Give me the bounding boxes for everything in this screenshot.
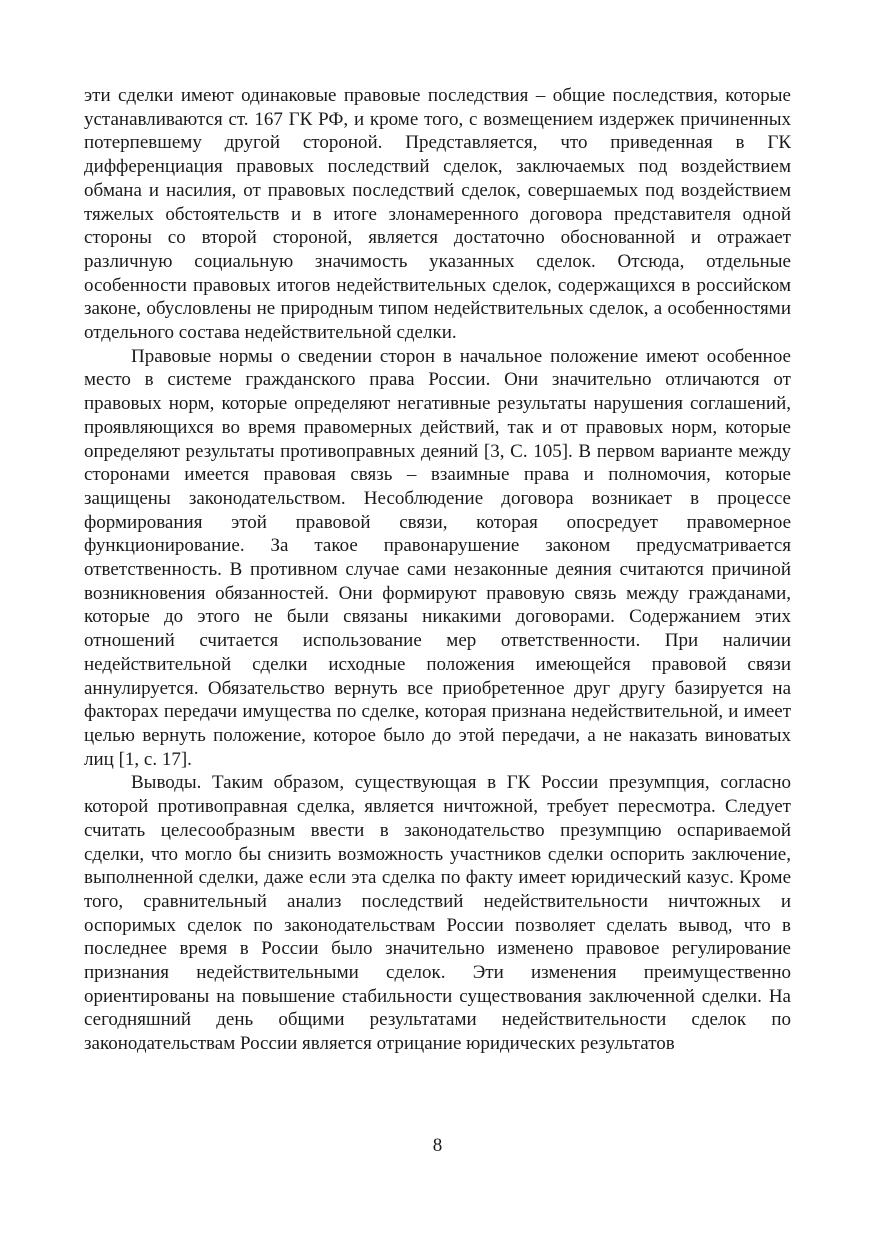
page-number: 8	[432, 1135, 443, 1156]
paragraph-conclusions: Выводы. Таким образом, существующая в ГК России презумпция, согласно которой противоправная сделка, является ничтожной, требует пересмотра. Следует считать целесообразным ввести в законодательство презумпцию оспариваемой сделки, что могло бы снизить возможность участников сделки оспорить заключение, выполненной сделки, даже если эта сделка по факту имеет юридический казус. Кроме того, сравнительный анализ последствий недействительности ничтожных и оспоримых сделок по законодательствам России позволяет сделать вывод, что в последнее время в России было значительно изменено правовое регулирование признания недействительными сделок. Эти изменения преимущественно ориентированы на повышение стабильности существования заключенной сделки. На сегодняшний день общими результатами недействительности сделок по законодательствам России является отрицание юридических результатов	[84, 772, 791, 1055]
page-body	[84, 84, 791, 1056]
paragraph-legal-norms: Правовые нормы о сведении сторон в начальное положение имеют особенное место в системе гражданского права России. Они значительно отличаются от правовых норм, которые определяют негативные результаты нарушения соглашений, проявляющихся во время правомерных действий, так и от правовых норм, которые определяют результаты противоправных деяний [3, С. 105]. В первом варианте между сторонами имеется правовая связь – взаимные права и полномочия, которые защищены законодательством. Несоблюдение договора возникает в процессе формирования этой правовой связи, которая опосредует правомерное функционирование. За такое правонарушение законом предусматривается ответственность. В противном случае сами незаконные деяния считаются причиной возникновения обязанностей. Они формируют правовую связь между гражданами, которые до этого не были связаны никакими договорами. Содержанием этих отношений считается использование мер ответственности. При наличии недействительной сделки исходные положения имеющейся правовой связи аннулируется. Обязательство вернуть все приобретенное друг другу базируется на факторах передачи имущества по сделке, которая признана недействительной, и имеет целью вернуть положение, которое было до этой передачи, а не наказать виноватых лиц [1, с. 17].	[84, 345, 791, 770]
paragraph-continuation: эти сделки имеют одинаковые правовые последствия – общие последствия, которые устанавливаются ст. 167 ГК РФ, и кроме того, с возмещением издержек причиненных потерпевшему другой стороной. Представляется, что приведенная в ГК дифференциация правовых последствий сделок, заключаемых под воздействием обмана и насилия, от правовых последствий сделок, совершаемых под воздействием тяжелых обстоятельств и в итоге злонамеренного договора представителя одной стороны со второй стороной, является достаточно обоснованной и отражает различную социальную значимость указанных сделок. Отсюда, отдельные особенности правовых итогов недействительных сделок, содержащихся в российском законе, обусловлены не природным типом недействительных сделок, а особенностями отдельного состава недействительной сделки.	[84, 85, 791, 344]
